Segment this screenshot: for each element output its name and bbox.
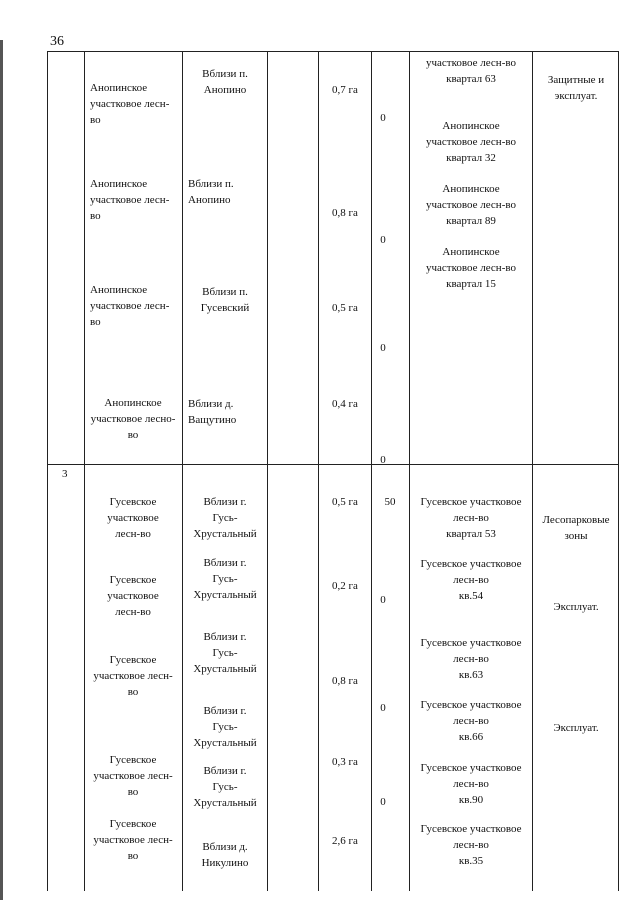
- column-border-1: [47, 51, 48, 891]
- quarter-cell: Анопинское участковое лесн-во квартал 15: [426, 246, 516, 290]
- value-cell: 0: [380, 454, 386, 466]
- area-size-cell: 0,5 га: [332, 302, 358, 314]
- location-cell: Вблизи п. Гусевский: [200, 286, 250, 314]
- location-cell: Вблизи д. Никулино: [201, 841, 249, 869]
- column-border-3: [182, 51, 183, 891]
- area-size-cell: 0,7 га: [332, 84, 358, 96]
- location-cell: Вблизи г. Гусь- Хрустальный: [193, 496, 257, 540]
- area-cell: Гусевское участковое лесн- во: [93, 818, 173, 862]
- quarter-cell: Гусевское участковое лесн-во кв.90: [420, 762, 522, 806]
- column-border-6: [371, 51, 372, 891]
- binding-edge: [0, 40, 3, 900]
- value-cell: 0: [380, 342, 386, 354]
- value-cell: 50: [384, 496, 396, 508]
- area-size-cell: 0,5 га: [332, 496, 358, 508]
- page-number: 36: [50, 34, 64, 49]
- value-cell: 0: [380, 796, 386, 808]
- value-cell: 0: [380, 594, 386, 606]
- area-size-cell: 0,2 га: [332, 580, 358, 592]
- purpose-cell: Эксплуат.: [553, 722, 599, 734]
- quarter-cell: Гусевское участковое лесн-во кв.63: [420, 637, 522, 681]
- area-size-cell: 2,6 га: [332, 835, 358, 847]
- area-size-cell: 0,3 га: [332, 756, 358, 768]
- area-cell: Анопинское участковое лесн- во: [90, 178, 170, 222]
- quarter-cell: Анопинское участковое лесн-во квартал 32: [426, 120, 516, 164]
- quarter-cell: участковое лесн-во квартал 63: [426, 57, 516, 85]
- value-cell: 0: [380, 112, 386, 124]
- column-border-5: [318, 51, 319, 891]
- column-border-8: [532, 51, 533, 891]
- area-size-cell: 0,4 га: [332, 398, 358, 410]
- table-top-border: [47, 51, 619, 52]
- location-cell: Вблизи д. Ващутино: [188, 398, 237, 426]
- column-border-7: [409, 51, 410, 891]
- value-cell: 0: [380, 234, 386, 246]
- location-cell: Вблизи п. Анопино: [188, 178, 234, 206]
- purpose-cell: Защитные и эксплуат.: [547, 74, 605, 102]
- area-cell: Гусевское участковое лесн-во: [107, 574, 159, 618]
- purpose-cell: Лесопарковые зоны: [542, 514, 610, 542]
- area-cell: Гусевское участковое лесн- во: [93, 654, 173, 698]
- location-cell: Вблизи г. Гусь- Хрустальный: [193, 557, 257, 601]
- quarter-cell: Гусевское участковое лесн-во кв.54: [420, 558, 522, 602]
- area-cell: Анопинское участковое лесн- во: [90, 82, 170, 126]
- column-border-2: [84, 51, 85, 891]
- area-cell: Гусевское участковое лесн- во: [93, 754, 173, 798]
- area-cell: Анопинское участковое лесн- во: [90, 284, 170, 328]
- section-number: 3: [62, 468, 68, 480]
- purpose-cell: Эксплуат.: [553, 601, 599, 613]
- column-border-9: [618, 51, 619, 891]
- area-size-cell: 0,8 га: [332, 675, 358, 687]
- location-cell: Вблизи п. Анопино: [202, 68, 248, 96]
- location-cell: Вблизи г. Гусь- Хрустальный: [193, 705, 257, 749]
- location-cell: Вблизи г. Гусь- Хрустальный: [193, 631, 257, 675]
- quarter-cell: Гусевское участковое лесн-во квартал 53: [420, 496, 522, 540]
- quarter-cell: Анопинское участковое лесн-во квартал 89: [426, 183, 516, 227]
- area-cell: Анопинское участковое лесно- во: [90, 397, 176, 441]
- location-cell: Вблизи г. Гусь- Хрустальный: [193, 765, 257, 809]
- column-border-4: [267, 51, 268, 891]
- area-size-cell: 0,8 га: [332, 207, 358, 219]
- quarter-cell: Гусевское участковое лесн-во кв.35: [420, 823, 522, 867]
- quarter-cell: Гусевское участковое лесн-во кв.66: [420, 699, 522, 743]
- value-cell: 0: [380, 702, 386, 714]
- area-cell: Гусевское участковое лесн-во: [107, 496, 159, 540]
- row-divider-section-3: [47, 464, 619, 465]
